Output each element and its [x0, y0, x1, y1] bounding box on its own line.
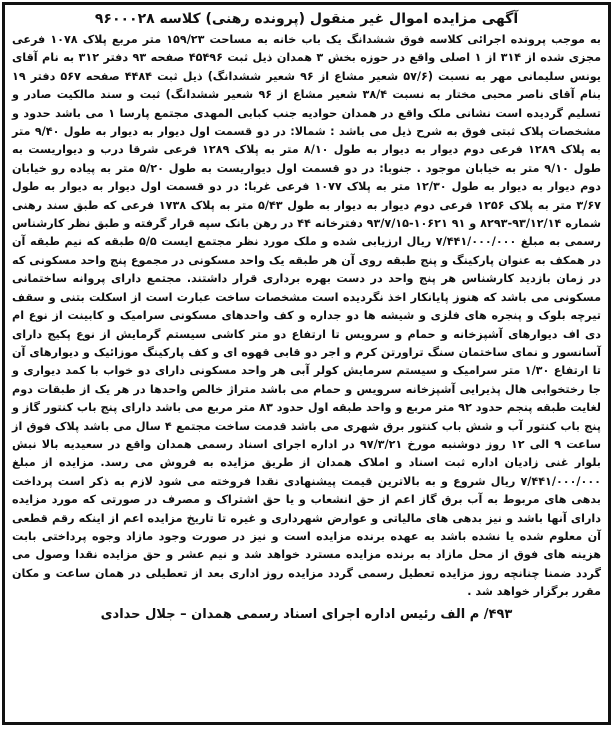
notice-title: آگهی مزایده اموال غیر منقول (پرونده رهنی) کلاسه ۹۶۰۰۰۲۸ — [94, 11, 519, 27]
notice-body: به موجب پرونده اجرائی کلاسه فوق ششدانگ یک باب خانه به مساحت ۱۵۹/۲۳ متر مربع پلاک ۱۰۷۸ فرعی مجزی شده از ۳۱۴ از ۱ اصلی واقع در حوزه بخش ۳ همدان ذیل ثبت ۴۵۴۹۶ صفحه ۹۳ دفتر ۳۱۲ به نام آقای یونس سلیمانی مهر به نسبت (۵۷/۶ شعیر مشاع از ۹۶ شعیر ششدانگ) ذیل ثبت ۴۴۸۴ صفحه ۵۶۷ دفتر ۱۹ بنام آقای ناصر محبی مختار به نسبت ۳۸/۴ شعیر مشاع از ۹۶ شعیر ششدانگ) ثبت و سند مالکیت صادر و تسلیم گردیده است نشانی ملک واقع در همدان حوادیه جنب کبابی المهدی مجتمع پارسا ۱ می باشد حدود و مشخصات پلاک ثبتی فوق به شرح ذیل می باشد : شمالا: در دو قسمت اول دیوار به دیوار به طول ۹/۴۰ متر به پلاک ۱۲۸۹ فرعی دوم دیوار به دیوار به طول ۸/۱۰ متر به پلاک ۱۲۸۹ فرعی شرقا درب و دیواریست به طول ۹/۱۰ متر به خیابان موجود . جنوبا: در دو قسمت اول دیواریست به طول ۵/۲۰ متر به پیاده رو خیابان دوم دیوار به دیوار به طول ۱۲/۳۰ متر به پلاک ۱۰۷۷ فرعی غربا: در دو قسمت اول دیوار به دیوار به طول ۳/۶۷ متر به پلاک ۱۲۵۶ فرعی دوم دیوار به دیوار به طول ۵/۴۳ متر به پلاک ۱۷۳۸ فرعی که طبق سند رهنی شماره ۹۳/۱۲/۱۴-۸۲۹۳ و ۹۱ ۱۰۶۲۱-۹۳/۷/۱۵ دفترخانه ۴۴ در رهن بانک سپه قرار گرفته و طبق نظر کارشناس رسمی به مبلغ ۷/۴۴۱/۰۰۰/۰۰۰ ریال ارزیابی شده و ملک مورد نظر مجتمع ایست ۵/۵ طبقه که نیم طبقه آن در همکف به عنوان پارکینگ و پنج طبقه روی آن هر طبقه یک واحد مسکونی در مجموع پنج واحد مسکونی که در زمان بازدید کارشناس هر پنج واحد در دست بهره برداری قرار داشتند. مجتمع دارای پروانه ساختمانی مسکونی می باشد که هنوز پایانکار اخذ نگردیده است مشخصات ساخت عبارت است از اسکلت بتنی و سقف تیرچه بلوک و پنجره های فلزی و شیشه ها دو جداره و کف واحدهای مسکونی سرامیک و کابینت از نوع ام دی اف دیوارهای آشپزخانه و حمام و سرویس تا ارتفاع دو متر کاشی سیستم گرمایش از نوع پکیج دارای آسانسور و نمای ساختمان سنگ تراورتن کرم و اجر دو قابی قهوه ای و کف پارکینگ موزائیک و دیوارهای آن تا ارتفاع ۱/۳۰ متر سرامیک و سیستم سرمایش کولر آبی هر واحد مسکونی دارای دو خواب با کمد دیواری و جا رختخوابی هال پذیرایی آشپزخانه سرویس و حمام می باشد متراژ خالص واحدها در هر یک از طبقات دوم لغایت طبقه پنجم حدود ۹۲ متر مربع و واحد طبقه اول حدود ۸۳ متر مربع می باشد دارای پنج باب کنتور گاز و پنج باب کنتور آب و شش باب کنتور برق شهری می باشد قدمت ساخت مجتمع ۴ سال می باشد پلاک فوق از ساعت ۹ الی ۱۲ روز دوشنبه مورخ ۹۷/۳/۲۱ در اداره اجرای اسناد رسمی همدان واقع در سعیدیه بالا نبش بلوار غنی زادیان اداره ثبت اسناد و املاک همدان از طریق مزایده به فروش می رسد. مزایده از مبلغ ۷/۴۴۱/۰۰۰/۰۰۰ ریال شروع و به بالاترین قیمت پیشنهادی نقدا فروخته می شود لازم به ذکر است پرداخت بدهی های مربوط به آب برق گاز اعم از حق انشعاب و یا حق اشتراک و مصرف در صورتی که مورد مزایده دارای آنها باشد و نیز بدهی های مالیاتی و عوارض شهرداری و غیره تا تاریخ مزایده اعم از اینکه رقم قطعی آن معلوم شده یا نشده باشد به عهده برنده مزایده است و نیز در صورت وجود مازاد وجوه پرداختی بابت هزینه های فوق از محل مازاد به برنده مزایده مسترد خواهد شد و نیم عشر و حق مزایده نقدا وصول می گردد ضمنا چنانچه روز مزایده تعطیل رسمی گردد مزایده روز اداری بعد از تعطیلی در همان ساعت و مکان مقرر برگزار خواهد شد . — [12, 33, 602, 599]
notice-signature: ۴۹۳/ م الف رئیس اداره اجرای اسناد رسمی همدان – جلال حدادی — [100, 606, 513, 622]
auction-notice — [2, 2, 611, 725]
